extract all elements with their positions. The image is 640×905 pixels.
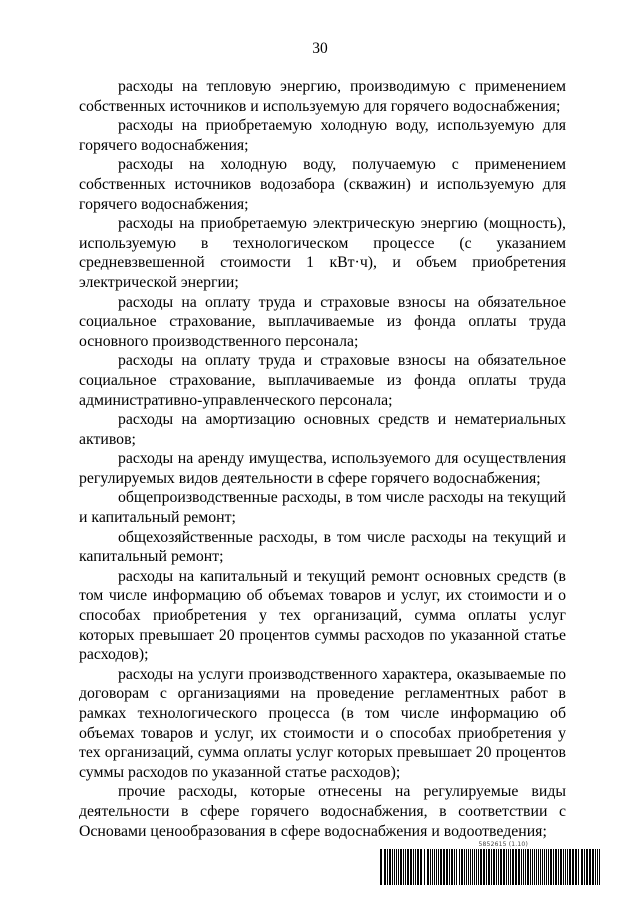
list-item: расходы на амортизацию основных средств и нематериальных активов; bbox=[79, 411, 566, 448]
barcode bbox=[380, 849, 602, 885]
list-item: расходы на приобретаемую холодную воду, используемую для горячего водоснабжения; bbox=[79, 117, 566, 154]
list-item: общепроизводственные расходы, в том числе расходы на текущий и капитальный ремонт; bbox=[79, 489, 566, 527]
list-item: расходы на капитальный и текущий ремонт основных средств (в том числе информацию об объемах товаров и услуг, их стоимости и о способах приобретения у тех организаций, сумма оплаты услуг которых превышает 20 процентов суммы расходов по указанной статье расходов); bbox=[79, 567, 566, 664]
list-item: расходы на оплату труда и страховые взносы на обязательное социальное страхование, выплачиваемые из фонда оплаты труда основного производственного персонала; bbox=[79, 293, 566, 350]
list-item: расходы на холодную воду, получаемую с применением собственных источников водозабора (скважин) и используемую для горячего водоснабжения; bbox=[79, 156, 566, 213]
list-item: расходы на аренду имущества, используемого для осуществления регулируемых видов деятельности в сфере горячего водоснабжения; bbox=[79, 450, 566, 487]
list-item: расходы на оплату труда и страховые взносы на обязательное социальное страхование, выплачиваемые из фонда оплаты труда административно-управленческого персонала; bbox=[79, 352, 566, 409]
list-item: расходы на услуги производственного характера, оказываемые по договорам с организациями на проведение регламентных работ в рамках технологического процесса (в том числе информацию об объемах товаров и услуг, их стоимости и о способах приобретения у тех организаций, сумма оплаты услуг которых превышает 20 процентов суммы расходов по указанной статье расходов); bbox=[79, 665, 566, 781]
list-item: прочие расходы, которые отнесены на регулируемые виды деятельности в сфере горячего водоснабжения, в соответствии с Основами ценообразования в сфере водоснабжения и водоотведения; bbox=[79, 783, 566, 840]
page-number: 30 bbox=[312, 40, 328, 57]
list-item: общехозяйственные расходы, в том числе расходы на текущий и капитальный ремонт; bbox=[79, 528, 566, 566]
list-item: расходы на тепловую энергию, производимую с применением собственных источников и используемую для горячего водоснабжения; bbox=[79, 78, 566, 115]
document-body bbox=[79, 77, 566, 841]
list-item: расходы на приобретаемую электрическую энергию (мощность), используемую в технологическом процессе (с указанием средневзвешенной стоимости 1 кВт·ч), и объем приобретения электрической энергии; bbox=[79, 215, 566, 291]
document-code: 5852615 (1.10) bbox=[478, 841, 528, 848]
